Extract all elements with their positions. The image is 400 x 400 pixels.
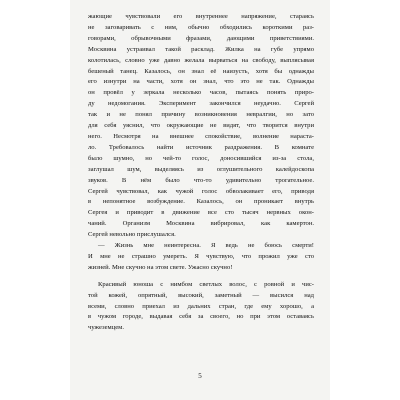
text-line: — Жизнь мне неинтересна. Я ведь не боюсь смерти! [98,242,314,250]
text-line: колотилась, словно уже давно желала вырваться на свободу, выплясывая [88,56,314,64]
text-line: Сергей чувствовал, как чужой голос обволакивает его, приводя [88,187,314,195]
text-line: ду недомогания. Эксперимент закончился неудачно. Сергей [88,100,314,108]
text-line: И мне не страшно умереть. Я чувствую, что прожил уже сто [88,252,314,260]
text-line: чаний. Организм Москвина вибрировал, как камертон. [88,220,314,228]
text-line: чужеземцем. [88,324,124,332]
text-line: его изнутри на части, хотя он знал, что это не так. Однажды [88,78,314,86]
text-line: для себя уяснил, что окружающие не видят, что творится внутри [88,122,314,130]
text-line: него. Несмотря на внешнее спокойствие, волнение нараста- [88,132,314,140]
text-line: он провёл у зеркала несколько часов, пытаясь понять приро- [88,89,314,97]
text-line: не заговаривать с ним, обычно обходились короткими раз- [88,23,314,31]
text-line: заглушал шум, выделяясь из оглушительного калейдоскопа [88,165,314,173]
book-page [70,0,330,400]
text-line: говорами, обрывочными фразами, дающими приветствиями. [88,34,314,42]
text-line: той кожей, опрятный, высокий, заметный — высился над [88,291,314,299]
text-line: Сергея и приводит в движение все сто тысяч нервных окон- [88,209,314,217]
text-line: Красивый юноша с нимбом светлых волос, с ровной и чис- [98,280,314,288]
text-line: в непонятное возбуждение. Казалось, он проникает внутрь [88,198,314,206]
text-line: всеми, словно приехал из дальних стран, где ему хорошо, а [88,302,314,310]
page-number: 5 [198,372,202,380]
text-line: было шумно, но чей-то голос, доносившийся из-за стола, [88,154,314,162]
text-line: так и не понял причину возникновения невралгии, но зато [88,111,314,119]
text-line: звуков. В нём было что-то удивительно трогательное. [88,176,314,184]
text-line: ло. Требовалось найти источник раздражения. В комнате [88,143,314,151]
text-line: Москвина устраивал такой расклад. Жилка на губе упрямо [88,45,314,53]
text-line: жающие чувствовали его внутреннее напряжение, стараясь [88,13,314,20]
page-text [88,12,314,334]
text-line: в чужом городе, выдавая себя за своего, но при этом оставаясь [88,313,314,321]
text-line: жизней. Мне скучно на этом свете. Ужасно скучно! [88,263,233,271]
text-line: бешеный танец. Казалось, он знал её наизусть, хотя бы однажды [88,67,314,75]
text-line: Сергей невольно прислушался. [88,231,176,239]
